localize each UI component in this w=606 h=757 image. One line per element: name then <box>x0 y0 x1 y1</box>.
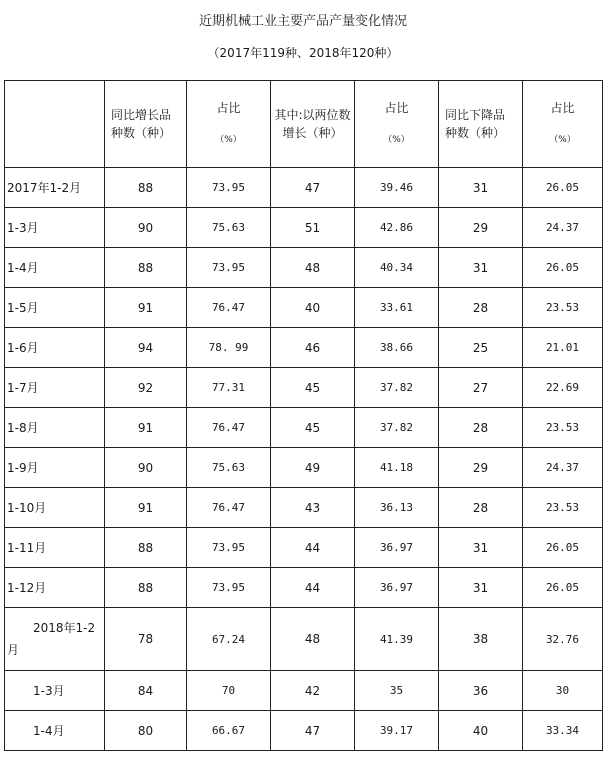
period-cell: 1-12月 <box>5 568 105 608</box>
increase-pct-cell: 73.95 <box>187 168 271 208</box>
increase-pct-cell: 76.47 <box>187 288 271 328</box>
decrease-count-cell: 28 <box>439 488 523 528</box>
table-row <box>5 248 603 288</box>
decrease-count-cell: 31 <box>439 248 523 288</box>
decrease-count-cell: 29 <box>439 448 523 488</box>
double-digit-cell: 44 <box>271 528 355 568</box>
header-double-digit: 其中:以两位数增长（种） <box>271 81 355 168</box>
header-double-digit-pct-label: 占比 <box>384 101 409 115</box>
header-decrease-pct <box>523 81 603 168</box>
decrease-pct-cell: 30 <box>523 671 603 711</box>
double-digit-pct-cell: 39.17 <box>355 711 439 751</box>
double-digit-pct-cell: 39.46 <box>355 168 439 208</box>
increase-pct-cell: 76.47 <box>187 488 271 528</box>
decrease-count-cell: 38 <box>439 608 523 671</box>
table-row <box>5 568 603 608</box>
decrease-count-cell: 40 <box>439 711 523 751</box>
increase-pct-cell: 73.95 <box>187 568 271 608</box>
period-cell: 1-8月 <box>5 408 105 448</box>
double-digit-cell: 47 <box>271 711 355 751</box>
table-row <box>5 288 603 328</box>
double-digit-pct-cell: 41.18 <box>355 448 439 488</box>
header-increase-pct <box>187 81 271 168</box>
page-subtitle: （2017年119种、2018年120种） <box>207 46 399 60</box>
double-digit-cell: 43 <box>271 488 355 528</box>
period-cell: 1-7月 <box>5 368 105 408</box>
decrease-count-cell: 28 <box>439 408 523 448</box>
increase-count-cell: 88 <box>105 528 187 568</box>
double-digit-pct-cell: 35 <box>355 671 439 711</box>
increase-pct-cell: 73.95 <box>187 528 271 568</box>
increase-count-cell: 80 <box>105 711 187 751</box>
period-cell: 1-9月 <box>5 448 105 488</box>
double-digit-cell: 49 <box>271 448 355 488</box>
decrease-pct-cell: 23.53 <box>523 408 603 448</box>
period-cell: 1-5月 <box>5 288 105 328</box>
increase-count-cell: 88 <box>105 248 187 288</box>
table-row <box>5 208 603 248</box>
decrease-pct-cell: 22.69 <box>523 368 603 408</box>
table-row <box>5 528 603 568</box>
increase-count-cell: 91 <box>105 488 187 528</box>
header-period <box>5 81 105 168</box>
period-cell: 1-4月 <box>5 711 105 751</box>
decrease-pct-cell: 21.01 <box>523 328 603 368</box>
double-digit-pct-cell: 42.86 <box>355 208 439 248</box>
decrease-pct-cell: 26.05 <box>523 248 603 288</box>
period-cell: 1-10月 <box>5 488 105 528</box>
increase-count-cell: 84 <box>105 671 187 711</box>
double-digit-pct-cell: 40.34 <box>355 248 439 288</box>
table-row <box>5 408 603 448</box>
double-digit-pct-cell: 36.97 <box>355 528 439 568</box>
period-cell: 1-3月 <box>5 671 105 711</box>
table-row <box>5 168 603 208</box>
header-increase-pct-unit: （%） <box>215 135 242 145</box>
period-cell: 1-4月 <box>5 248 105 288</box>
double-digit-cell: 51 <box>271 208 355 248</box>
increase-count-cell: 90 <box>105 208 187 248</box>
decrease-pct-cell: 23.53 <box>523 488 603 528</box>
increase-pct-cell: 67.24 <box>187 608 271 671</box>
double-digit-pct-cell: 36.97 <box>355 568 439 608</box>
decrease-pct-cell: 33.34 <box>523 711 603 751</box>
increase-pct-cell: 75.63 <box>187 448 271 488</box>
header-double-digit-pct-unit: （%） <box>383 135 410 145</box>
production-change-table <box>4 80 603 751</box>
table-row <box>5 448 603 488</box>
header-decrease-pct-label: 占比 <box>550 101 575 115</box>
decrease-pct-cell: 23.53 <box>523 288 603 328</box>
double-digit-cell: 48 <box>271 608 355 671</box>
header-row <box>5 81 603 168</box>
header-decrease-count: 同比下降品种数（种） <box>439 81 523 168</box>
decrease-count-cell: 29 <box>439 208 523 248</box>
increase-count-cell: 88 <box>105 168 187 208</box>
page-title: 近期机械工业主要产品产量变化情况 <box>198 14 407 29</box>
double-digit-pct-cell: 33.61 <box>355 288 439 328</box>
decrease-count-cell: 31 <box>439 568 523 608</box>
double-digit-cell: 45 <box>271 408 355 448</box>
increase-pct-cell: 73.95 <box>187 248 271 288</box>
double-digit-cell: 42 <box>271 671 355 711</box>
double-digit-pct-cell: 36.13 <box>355 488 439 528</box>
double-digit-pct-cell: 38.66 <box>355 328 439 368</box>
period-cell: 1-6月 <box>5 328 105 368</box>
decrease-pct-cell: 26.05 <box>523 168 603 208</box>
increase-pct-cell: 70 <box>187 671 271 711</box>
decrease-count-cell: 28 <box>439 288 523 328</box>
decrease-pct-cell: 26.05 <box>523 528 603 568</box>
period-cell: 2017年1-2月 <box>5 168 105 208</box>
increase-count-cell: 78 <box>105 608 187 671</box>
decrease-pct-cell: 24.37 <box>523 208 603 248</box>
table-row <box>5 608 603 671</box>
header-double-digit-pct <box>355 81 439 168</box>
table-row <box>5 328 603 368</box>
period-cell: 1-11月 <box>5 528 105 568</box>
decrease-pct-cell: 26.05 <box>523 568 603 608</box>
decrease-count-cell: 25 <box>439 328 523 368</box>
double-digit-pct-cell: 37.82 <box>355 408 439 448</box>
increase-pct-cell: 78. 99 <box>187 328 271 368</box>
increase-pct-cell: 66.67 <box>187 711 271 751</box>
period-cell: 1-3月 <box>5 208 105 248</box>
header-increase-count: 同比增长品种数（种） <box>105 81 187 168</box>
decrease-count-cell: 31 <box>439 168 523 208</box>
decrease-count-cell: 36 <box>439 671 523 711</box>
double-digit-cell: 45 <box>271 368 355 408</box>
increase-pct-cell: 75.63 <box>187 208 271 248</box>
header-decrease-pct-unit: （%） <box>549 135 576 145</box>
increase-pct-cell: 76.47 <box>187 408 271 448</box>
double-digit-cell: 46 <box>271 328 355 368</box>
decrease-pct-cell: 32.76 <box>523 608 603 671</box>
increase-count-cell: 88 <box>105 568 187 608</box>
decrease-pct-cell: 24.37 <box>523 448 603 488</box>
double-digit-cell: 47 <box>271 168 355 208</box>
table-row <box>5 671 603 711</box>
increase-pct-cell: 77.31 <box>187 368 271 408</box>
double-digit-cell: 48 <box>271 248 355 288</box>
decrease-count-cell: 27 <box>439 368 523 408</box>
period-cell: 2018年1-2月 <box>5 608 105 671</box>
table-row <box>5 711 603 751</box>
header-increase-pct-label: 占比 <box>216 101 241 115</box>
double-digit-cell: 44 <box>271 568 355 608</box>
increase-count-cell: 92 <box>105 368 187 408</box>
table-row <box>5 488 603 528</box>
increase-count-cell: 91 <box>105 408 187 448</box>
table-row <box>5 368 603 408</box>
double-digit-pct-cell: 37.82 <box>355 368 439 408</box>
double-digit-cell: 40 <box>271 288 355 328</box>
increase-count-cell: 90 <box>105 448 187 488</box>
increase-count-cell: 91 <box>105 288 187 328</box>
double-digit-pct-cell: 41.39 <box>355 608 439 671</box>
increase-count-cell: 94 <box>105 328 187 368</box>
decrease-count-cell: 31 <box>439 528 523 568</box>
